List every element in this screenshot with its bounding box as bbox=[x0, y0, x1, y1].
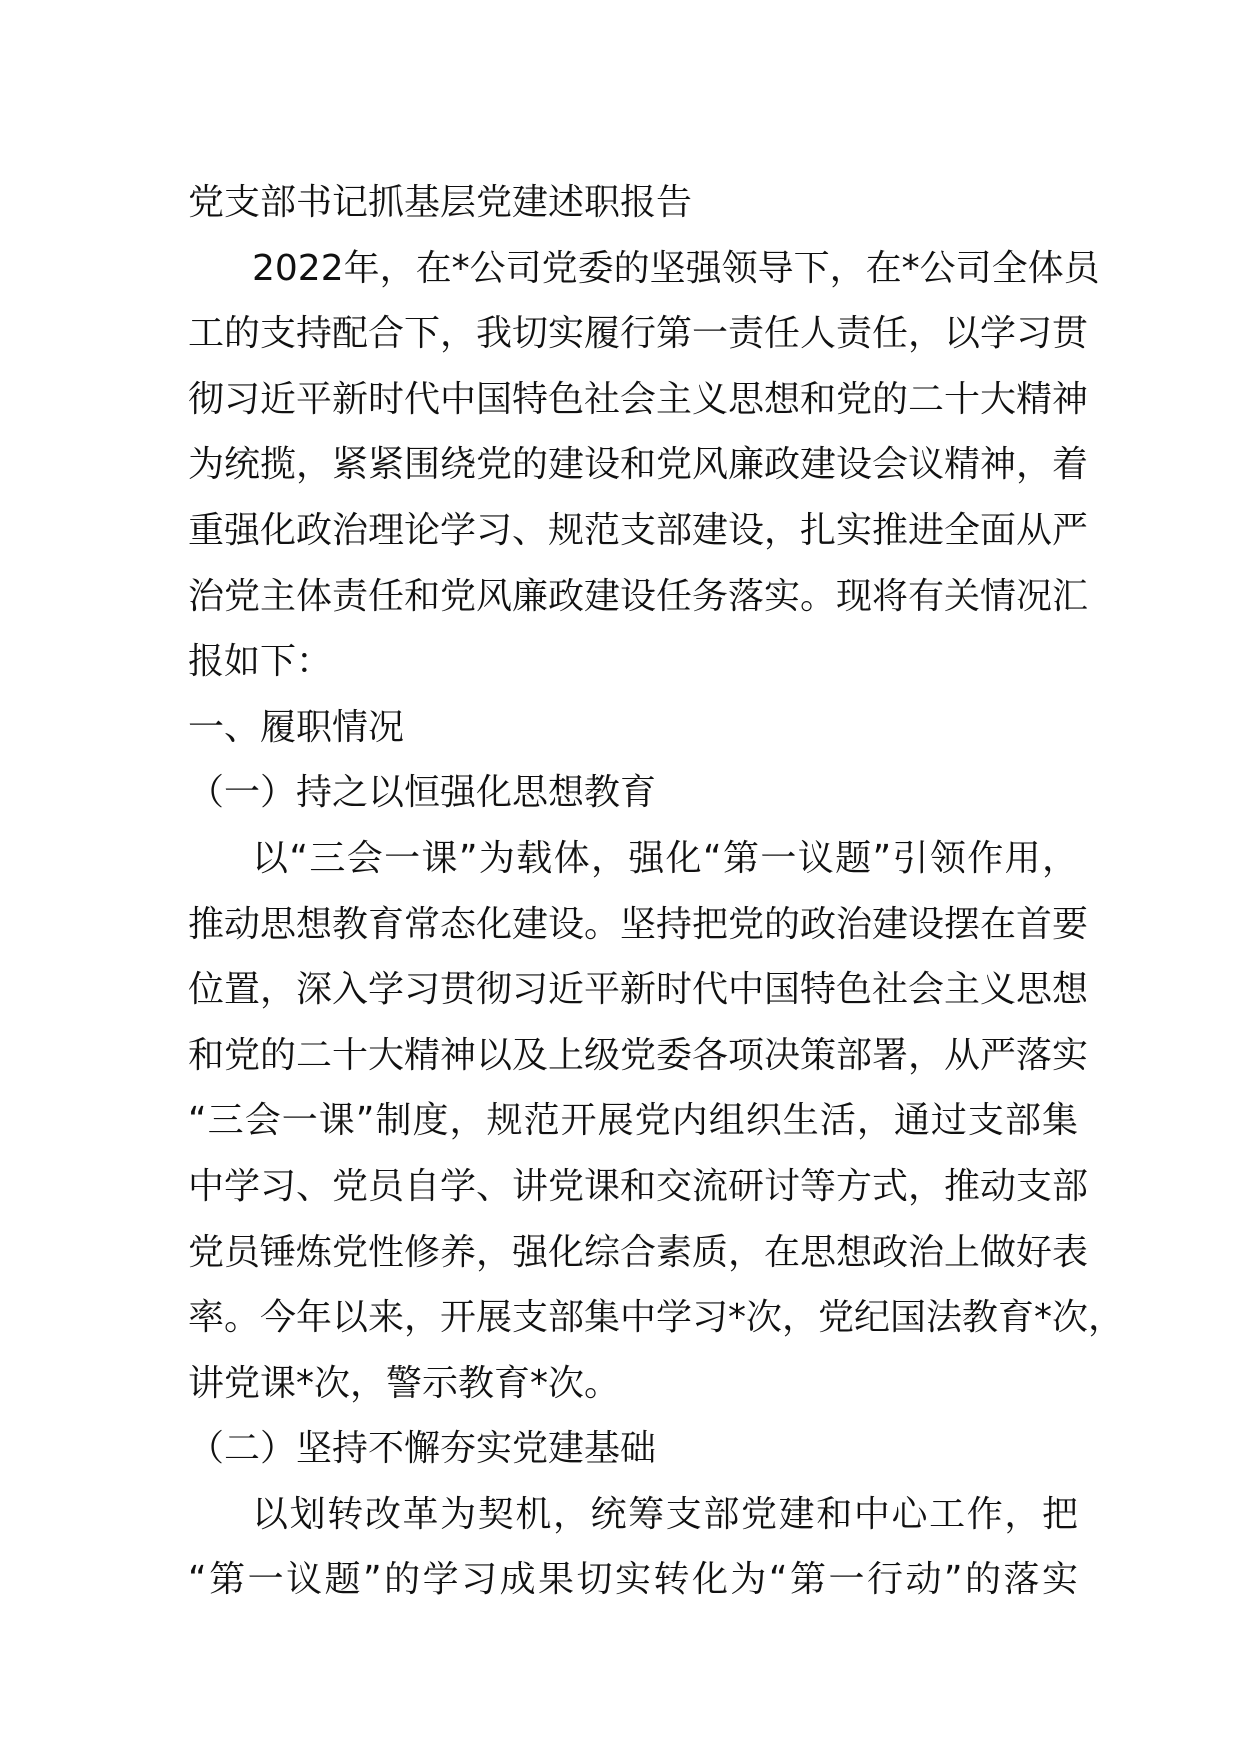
document-title: 党支部书记抓基层党建述职报告 bbox=[188, 182, 693, 223]
intro-paragraph bbox=[188, 236, 1100, 695]
document-body bbox=[188, 170, 1125, 1613]
paragraph-line: 重强化政治理论学习、规范支部建设，扎实推进全面从严 bbox=[188, 509, 1089, 551]
paragraph-line: 讲党课*次，警示教育*次。 bbox=[188, 1362, 621, 1404]
paragraph-line: 工的支持配合下，我切实履行第一责任人责任，以学习贯 bbox=[188, 313, 1089, 355]
paragraph-line: 推动思想教育常态化建设。坚持把党的政治建设摆在首要 bbox=[188, 903, 1089, 945]
subsection-paragraph bbox=[188, 826, 1125, 1416]
paragraph-line: “第一议题”的学习成果切实转化为“第一行动”的落实 bbox=[188, 1559, 1078, 1601]
paragraph-line: 党员锤炼党性修养，强化综合素质，在思想政治上做好表 bbox=[188, 1231, 1089, 1273]
paragraph-line: 位置，深入学习贯彻习近平新时代中国特色社会主义思想 bbox=[188, 969, 1089, 1011]
paragraph-line: “三会一课”制度，规范开展党内组织生活，通过支部集 bbox=[188, 1100, 1078, 1142]
paragraph-line: 报如下： bbox=[188, 641, 333, 683]
paragraph-line: 为统揽，紧紧围绕党的建设和党风廉政建设会议精神，着 bbox=[188, 444, 1089, 486]
subsection-paragraph bbox=[188, 1482, 1078, 1613]
paragraph-line: 彻习近平新时代中国特色社会主义思想和党的二十大精神 bbox=[188, 378, 1089, 420]
paragraph-line: 率。今年以来，开展支部集中学习*次，党纪国法教育*次， bbox=[188, 1297, 1125, 1339]
section-heading: 一、履职情况 bbox=[188, 706, 405, 748]
paragraph-line: 以划转改革为契机，统筹支部党建和中心工作，把 bbox=[252, 1493, 1078, 1535]
paragraph-line: 治党主体责任和党风廉政建设任务落实。现将有关情况汇 bbox=[188, 575, 1089, 617]
paragraph-line: 2022年，在*公司党委的坚强领导下，在*公司全体员 bbox=[252, 247, 1100, 289]
paragraph-line: 以“三会一课”为载体，强化“第一议题”引领作用， bbox=[252, 837, 1078, 879]
subsection-heading: （一）持之以恒强化思想教育 bbox=[188, 772, 657, 814]
paragraph-line: 和党的二十大精神以及上级党委各项决策部署，从严落实 bbox=[188, 1034, 1089, 1076]
subsection-heading: （二）坚持不懈夯实党建基础 bbox=[188, 1428, 657, 1470]
paragraph-line: 中学习、党员自学、讲党课和交流研讨等方式，推动支部 bbox=[188, 1165, 1089, 1207]
